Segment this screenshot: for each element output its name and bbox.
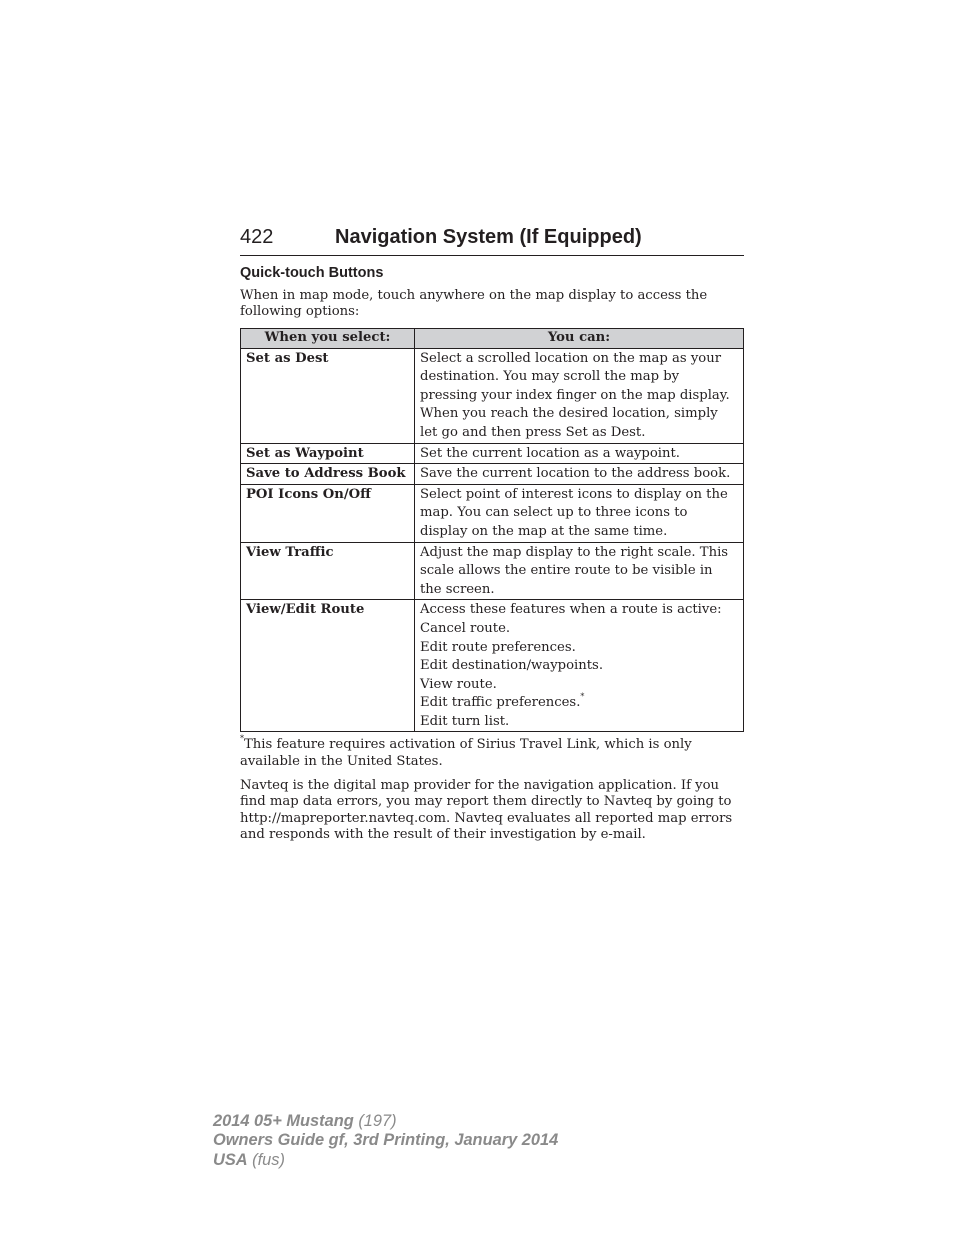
footer-market: USA xyxy=(213,1150,248,1169)
table-row xyxy=(241,600,744,732)
intro-paragraph: When in map mode, touch anywhere on the map display to access the following options: xyxy=(240,288,708,320)
column-header-select: When you select: xyxy=(241,328,415,348)
option-description: Save the current location to the address book. xyxy=(415,464,744,485)
table-row xyxy=(241,348,744,443)
section-heading: Quick-touch Buttons xyxy=(240,265,384,281)
option-description: Select a scrolled location on the map as your destination. You may scroll the map by pressing your index finger on the map display. When you reach the desired location, simply let go and then press Set as Dest. xyxy=(415,348,744,443)
description-line: Edit destination/waypoints. xyxy=(420,658,604,674)
description-line: View route. xyxy=(420,676,497,692)
description-line: Edit turn list. xyxy=(420,713,510,729)
page-header xyxy=(240,226,744,256)
table-row xyxy=(241,464,744,485)
chapter-title: Navigation System (If Equipped) xyxy=(335,226,642,248)
footer-line-market xyxy=(213,1151,558,1170)
description-line-text: Edit traffic preferences. xyxy=(420,695,581,711)
option-name: Set as Waypoint xyxy=(241,443,415,464)
footer-market-code: (fus) xyxy=(252,1150,285,1169)
option-name: POI Icons On/Off xyxy=(241,484,415,542)
footer-line-model xyxy=(213,1112,558,1131)
option-name: Set as Dest xyxy=(241,348,415,443)
options-table xyxy=(240,328,744,733)
footnote-mark: * xyxy=(240,734,244,744)
page-content xyxy=(240,226,744,843)
option-name: View Traffic xyxy=(241,542,415,600)
table-row xyxy=(241,443,744,464)
description-line: Edit route preferences. xyxy=(420,639,576,655)
column-header-can: You can: xyxy=(415,328,744,348)
description-line: Cancel route. xyxy=(420,620,511,636)
option-description: Select point of interest icons to display on the map. You can select up to three icons to display on the map at the same time. xyxy=(415,484,744,542)
page-footer xyxy=(213,1112,558,1170)
table-header-row xyxy=(241,328,744,348)
footer-model: 2014 05+ Mustang xyxy=(213,1112,354,1130)
option-name: Save to Address Book xyxy=(241,464,415,485)
footnote-text: This feature requires activation of Sirius Travel Link, which is only available in the United States. xyxy=(240,737,692,769)
footnote xyxy=(240,734,744,770)
table-row xyxy=(241,484,744,542)
table-row xyxy=(241,542,744,600)
description-line: Access these features when a route is active: xyxy=(420,602,722,618)
option-description xyxy=(415,600,744,732)
option-name: View/Edit Route xyxy=(241,600,415,732)
footer-guide-edition: Owners Guide gf, 3rd Printing, January 2014 xyxy=(213,1131,559,1150)
option-description: Set the current location as a waypoint. xyxy=(415,443,744,464)
footnote-mark: * xyxy=(580,691,585,701)
footer-model-code: (197) xyxy=(358,1112,397,1130)
page-number: 422 xyxy=(240,226,274,248)
option-description: Adjust the map display to the right scale. This scale allows the entire route to be visible in the screen. xyxy=(415,542,744,600)
description-line xyxy=(420,691,738,713)
navteq-paragraph: Navteq is the digital map provider for the navigation application. If you find map data errors, you may report them directly to Navteq by going to http://mapreporter.navteq.com. Navteq evaluates all reported map errors and responds with the result of their investigation by e-mail. xyxy=(240,778,733,842)
